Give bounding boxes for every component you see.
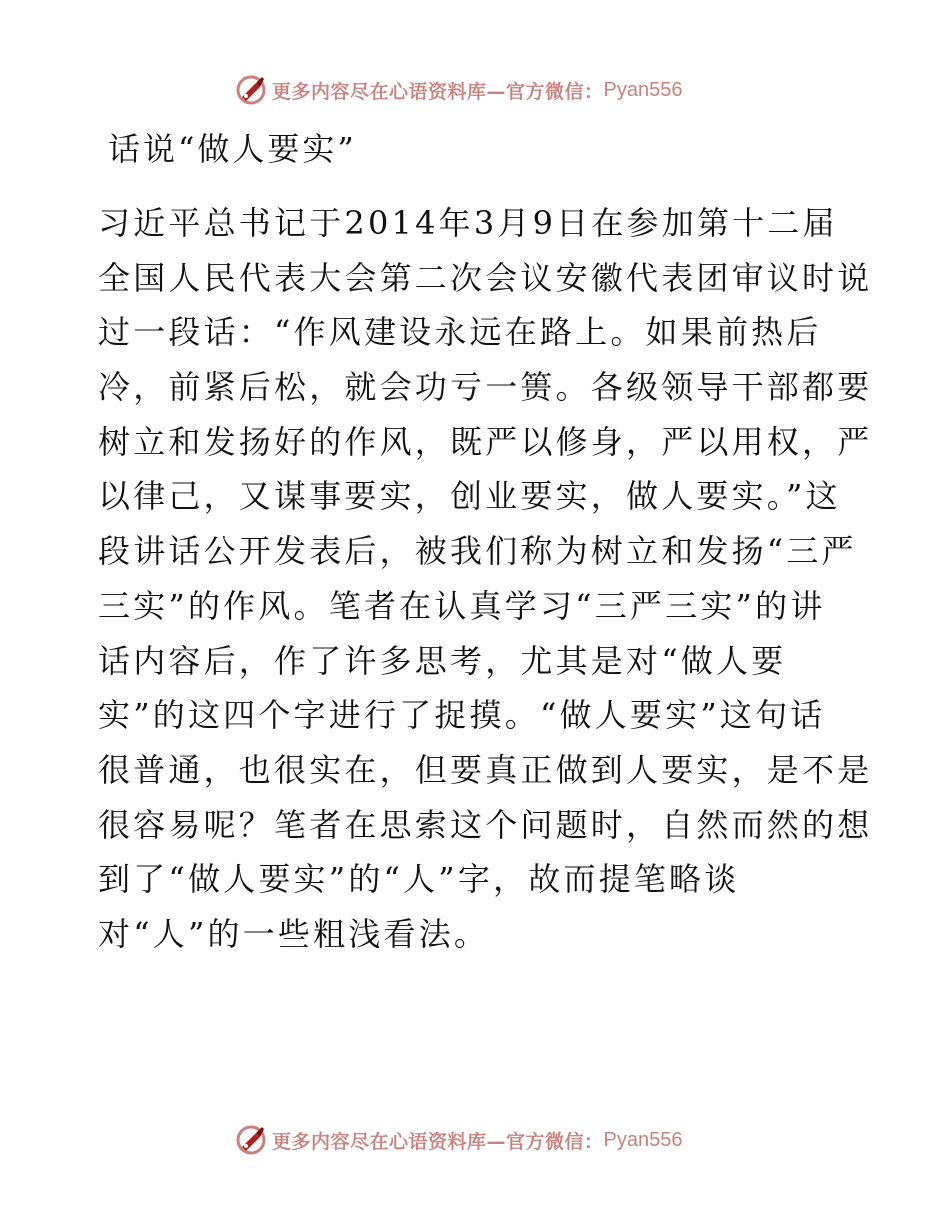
body-line: 习近平总书记于2014年3月9日在参加第十二届 (98, 204, 838, 242)
body-line: 实”的这四个字进行了捉摸。“做人要实”这句话 (98, 696, 826, 735)
body-line: 以律己，又谋事要实，创业要实，做人要实。”这 (98, 477, 841, 516)
body-line: 对“人”的一些粗浅看法。 (98, 914, 490, 953)
header-banner (234, 73, 682, 107)
body-line: 很容易呢？笔者在思索这个问题时，自然而然的想 (98, 805, 873, 844)
pen-nib-logo-icon (234, 73, 268, 107)
body-line: 段讲话公开发表后，被我们称为树立和发扬“三严 (98, 532, 857, 571)
body-line: 全国人民代表大会第二次会议安徽代表团审议时说 (98, 258, 873, 297)
body-line: 冷，前紧后松，就会功亏一篑。各级领导干部都要 (98, 368, 873, 407)
document-body (98, 196, 873, 962)
body-line: 话内容后，作了许多思考，尤其是对“做人要 (98, 641, 787, 680)
body-line: 过一段话：“作风建设永远在路上。如果前热后 (98, 313, 822, 352)
body-line: 到了“做人要实”的“人”字，故而提笔略谈 (98, 860, 740, 899)
footer-banner-text: 更多内容尽在心语资料库—官方微信： (272, 1130, 604, 1153)
header-banner-text: 更多内容尽在心语资料库—官方微信： (272, 80, 604, 103)
footer-wechat-id: Pyan556 (603, 1128, 683, 1151)
body-line: 树立和发扬好的作风，既严以修身，严以用权，严 (98, 422, 873, 461)
header-wechat-id: Pyan556 (603, 78, 683, 101)
document-title: 话说“做人要实” (108, 130, 357, 168)
pen-nib-logo-icon (234, 1123, 268, 1157)
footer-banner (234, 1123, 682, 1157)
body-line: 很普通，也很实在，但要真正做到人要实，是不是 (98, 750, 873, 789)
body-line: 三实”的作风。笔者在认真学习“三严三实”的讲 (98, 586, 826, 625)
